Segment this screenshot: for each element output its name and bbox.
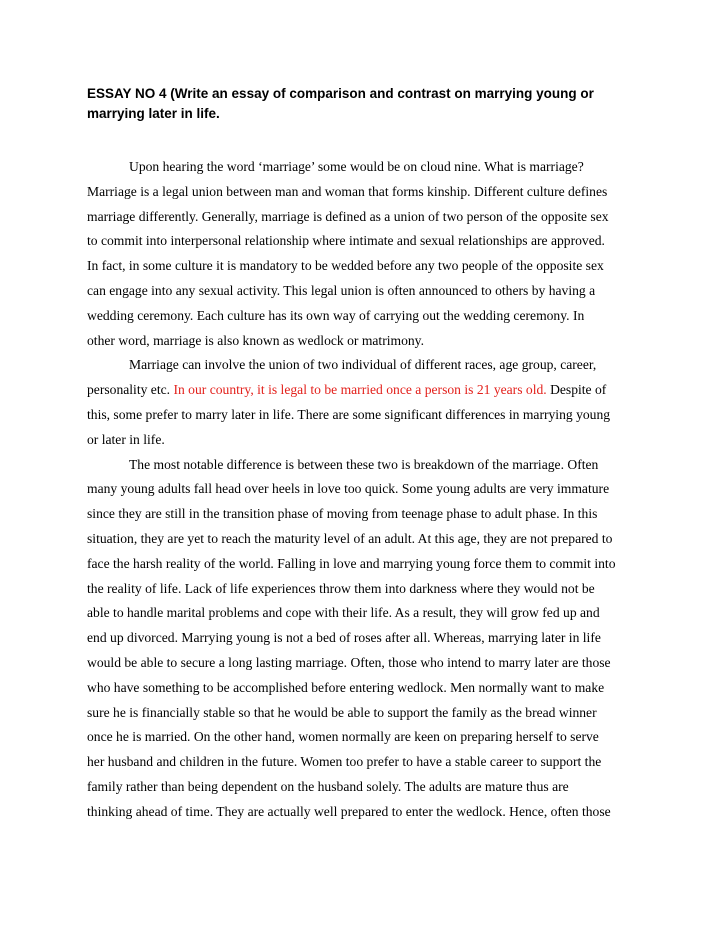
text-line: thinking ahead of time. They are actually well prepared to enter the wedlock. Hence, often those	[87, 803, 611, 819]
essay-title	[87, 84, 657, 124]
text-line: who have something to be accomplished before entering wedlock. Men normally want to make	[87, 679, 605, 695]
text-line: In fact, in some culture it is mandatory to be wedded before any two people of the opposite sex	[87, 258, 604, 274]
text-line: marriage differently. Generally, marriage is defined as a union of two person of the opposite sex	[87, 208, 609, 224]
text-line: end up divorced. Marrying young is not a bed of roses after all. Whereas, marrying later in life	[87, 630, 601, 646]
text-line: Upon hearing the word ‘marriage’ some would be on cloud nine. What is marriage?	[129, 159, 584, 174]
text-line: Marriage can involve the union of two individual of different races, age group, career,	[129, 357, 597, 373]
text-line: this, some prefer to marry later in life. There are some significant differences in marrying young	[87, 406, 611, 422]
text-line: would be able to secure a long lasting marriage. Often, those who intend to marry later are those	[87, 654, 611, 670]
essay-body	[87, 155, 651, 825]
text-line: face the harsh reality of the world. Falling in love and marrying young force them to commit into	[87, 555, 616, 571]
text-line: The most notable difference is between these two is breakdown of the marriage. Often	[129, 456, 599, 472]
text-line: sure he is financially stable so that he would be able to support the family as the bread winner	[87, 704, 597, 720]
text-line: can engage into any sexual activity. This legal union is often announced to others by having a	[87, 282, 596, 298]
highlighted-sentence: In our country, it is legal to be married once a person is 21 years old.	[173, 382, 547, 398]
text-line: able to handle marital problems and cope with their life. As a result, they will grow fed up and	[87, 605, 600, 621]
text-line: or later in life.	[87, 431, 165, 447]
text-segment: personality etc.	[87, 382, 174, 398]
text-segment: Despite of	[546, 382, 607, 398]
text-line: Marriage is a legal union between man and woman that forms kinship. Different culture defines	[87, 183, 608, 199]
text-line: situation, they are yet to reach the maturity level of an adult. At this age, they are not prepared to	[87, 530, 613, 546]
text-line: other word, marriage is also known as wedlock or matrimony.	[87, 332, 424, 348]
text-line: since they are still in the transition phase of moving from teenage phase to adult phase. In this	[87, 506, 598, 522]
text-line: to commit into interpersonal relationship where intimate and sexual relationships are approved.	[87, 233, 605, 249]
text-line: many young adults fall head over heels in love too quick. Some young adults are very immature	[87, 481, 610, 497]
text-line: once he is married. On the other hand, women normally are keen on preparing herself to serve	[87, 729, 599, 745]
essay-title-line: marrying later in life.	[87, 106, 220, 121]
essay-title-line: ESSAY NO 4 (Write an essay of comparison and contrast on marrying young or	[87, 86, 594, 101]
text-line: wedding ceremony. Each culture has its own way of carrying out the wedding ceremony. In	[87, 307, 585, 323]
text-line: her husband and children in the future. Women too prefer to have a stable career to support the	[87, 754, 602, 770]
text-line: family rather than being dependent on the husband solely. The adults are mature thus are	[87, 778, 569, 794]
text-line	[87, 378, 651, 403]
text-line: the reality of life. Lack of life experiences throw them into darkness where they would not be	[87, 580, 595, 596]
